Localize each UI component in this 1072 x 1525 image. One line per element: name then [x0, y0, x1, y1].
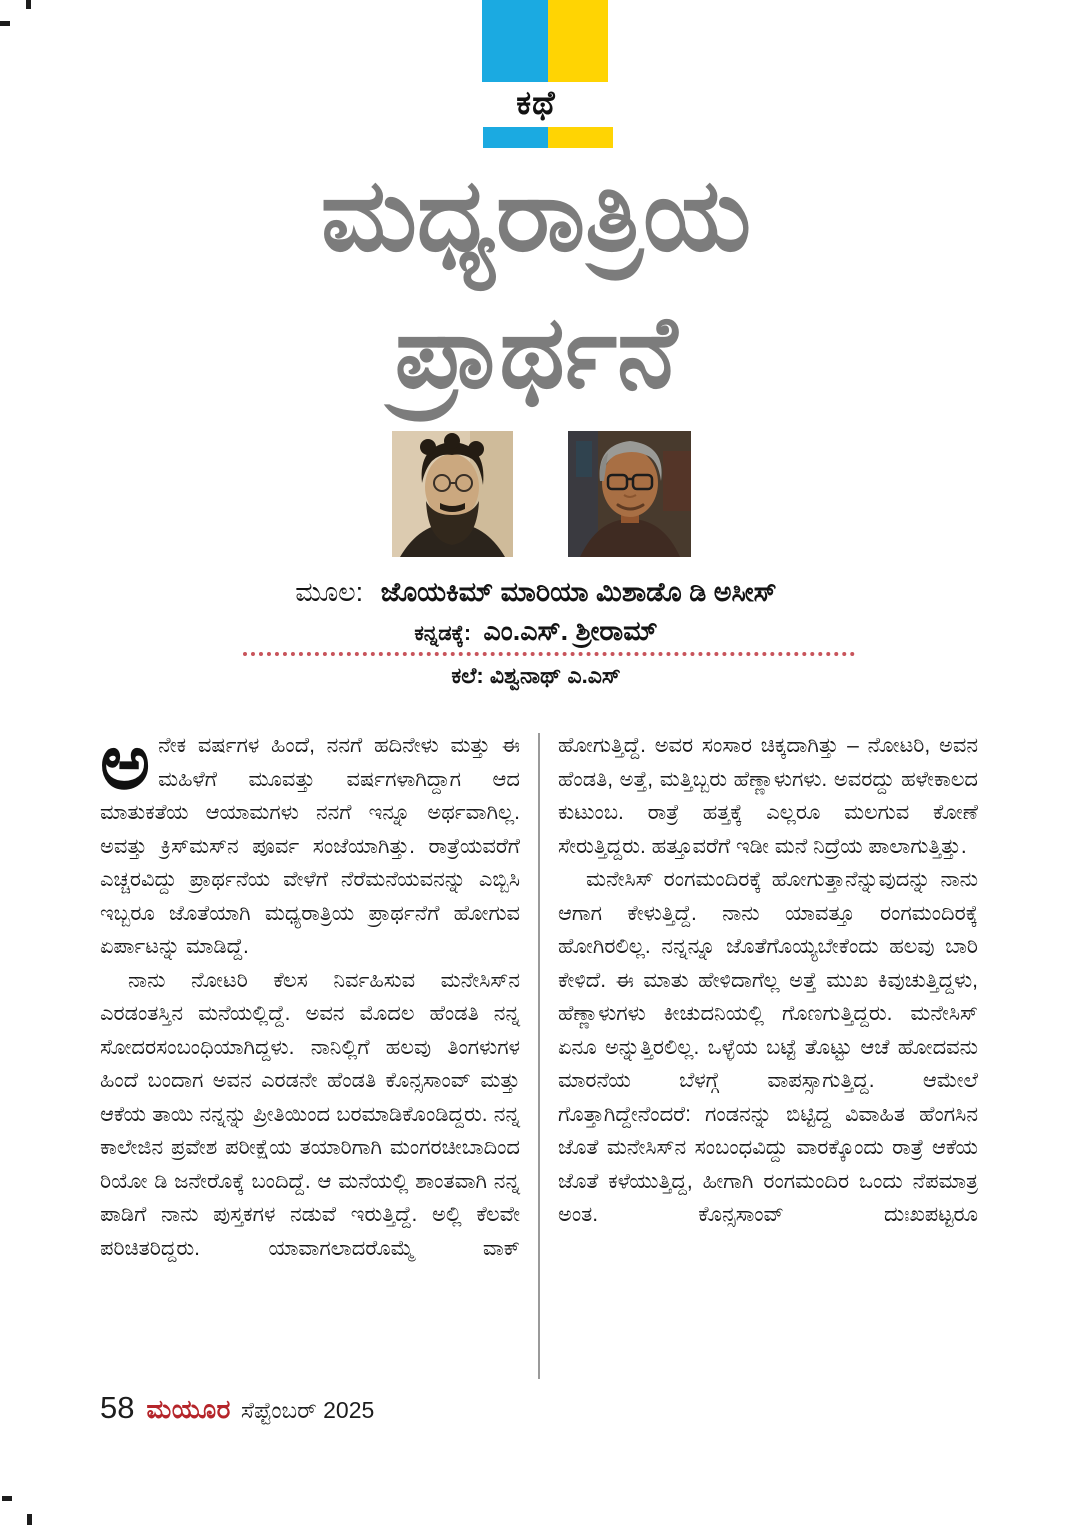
original-author-label: ಮೂಲ: — [295, 577, 364, 607]
author-portrait — [392, 431, 513, 557]
crop-mark-top — [26, 0, 31, 9]
column-divider-rule — [538, 733, 540, 1379]
translator-label: ಕನ್ನಡಕ್ಕೆ: — [414, 622, 471, 645]
page-footer — [100, 1390, 374, 1426]
section-color-bar — [483, 127, 613, 148]
story-body — [100, 720, 978, 1381]
translator-portrait — [568, 431, 691, 557]
section-kicker: ಕಥೆ — [516, 84, 556, 121]
paragraph-4: ಮನೇಸಿಸ್ ರಂಗಮಂದಿರಕ್ಕೆ ಹೋಗುತ್ತಾನೆನ್ನುವುದನ್ನು ನಾನು ಆಗಾಗ ಕೇಳುತ್ತಿದ್ದೆ. ನಾನು ಯಾವತ್ತೂ ರಂಗಮಂದಿರಕ್ಕೆ ಹೋಗಿರಲಿಲ್ಲ. ನನ್ನನ್ನೂ ಜೊತೆಗೊಯ್ಯಬೇಕೆಂದು ಹಲವು ಬಾರಿ ಕೇಳಿದೆ. ಈ ಮಾತು ಹೇಳಿದಾಗೆಲ್ಲ ಅತ್ತೆ ಮುಖ ಕಿವುಚುತ್ತಿದ್ದಳು, ಹೆಣ್ಣಾಳುಗಳು ಕೀಚುದನಿಯಲ್ಲಿ ಗೊಣಗುತ್ತಿದ್ದರು. ಮನೇಸಿಸ್ ಏನೂ ಅನ್ನುತ್ತಿರಲಿಲ್ಲ. ಒಳ್ಳೆಯ ಬಟ್ಟೆ ತೊಟ್ಟು ಆಚೆ ಹೋದವನು ಮಾರನೆಯ ಬೆಳಗ್ಗೆ ವಾಪಸ್ಸಾಗುತ್ತಿದ್ದ. ಆಮೇಲೆ ಗೊತ್ತಾಗಿದ್ದೇನೆಂದರೆ: ಗಂಡನನ್ನು ಬಿಟ್ಟಿದ್ದ ವಿವಾಹಿತ ಹೆಂಗಸಿನ ಜೊತೆ ಮನೇಸಿಸ್‌ನ ಸಂಬಂಧವಿದ್ದು ವಾರಕ್ಕೊಂದು ರಾತ್ರೆ ಆಕೆಯ ಜೊತೆ ಕಳೆಯುತ್ತಿದ್ದ, ಹೀಗಾಗಿ ರಂಗಮಂದಿರ ಒಂದು ನೆಪಮಾತ್ರ ಅಂತ. ಕೊನ್ಸಸಾಂವ್ ದುಃಖಪಟ್ಟರೂ — [558, 868, 978, 1226]
story-title — [0, 148, 1072, 422]
original-author-name: ಜೊಯಕಿಮ್ ಮಾರಿಯಾ ಮಿಶಾಡೊ ಡಿ ಅಸೀಸ್ — [380, 577, 777, 607]
paragraph-1 — [100, 720, 520, 964]
issue-date: ಸೆಪ್ಟೆಂಬರ್ 2025 — [240, 1397, 375, 1423]
art-credit: ಕಲೆ: ವಿಶ್ವನಾಥ್ ಎ.ಎಸ್ — [451, 663, 621, 688]
red-dotted-divider — [243, 652, 855, 656]
color-bar-blue — [483, 127, 548, 148]
page-number: 58 — [100, 1390, 135, 1425]
paragraph-1-text: ನೇಕ ವರ್ಷಗಳ ಹಿಂದೆ, ನನಗೆ ಹದಿನೇಳು ಮತ್ತು ಈ ಮಹಿಳೆಗೆ ಮೂವತ್ತು ವರ್ಷಗಳಾಗಿದ್ದಾಗ ಆದ ಮಾತುಕತೆಯ ಆಯಾಮಗಳು ನನಗೆ ಇನ್ನೂ ಅರ್ಥವಾಗಿಲ್ಲ. ಅವತ್ತು ಕ್ರಿಸ್‌ಮಸ್‌ನ ಪೂರ್ವ ಸಂಜೆಯಾಗಿತ್ತು. ರಾತ್ರೆಯವರೆಗೆ ಎಚ್ಚರವಿದ್ದು ಪ್ರಾರ್ಥನೆಯ ವೇಳೆಗೆ ನೆರೆಮನೆಯವನನ್ನು ಎಬ್ಬಿಸಿ ಇಬ್ಬರೂ ಜೊತೆಯಾಗಿ ಮಧ್ಯರಾತ್ರಿಯ ಪ್ರಾರ್ಥನೆಗೆ ಹೋಗುವ ಏರ್ಪಾಟನ್ನು ಮಾಡಿದ್ದೆ. — [100, 734, 520, 958]
paragraph-3: ಹೋಗುತ್ತಿದ್ದೆ. ಅವರ ಸಂಸಾರ ಚಿಕ್ಕದಾಗಿತ್ತು – ನೋಟರಿ, ಅವನ ಹೆಂಡತಿ, ಅತ್ತೆ, ಮತ್ತಿಬ್ಬರು ಹೆಣ್ಣಾಳುಗಳು. ಅವರದ್ದು ಹಳೇಕಾಲದ ಕುಟುಂಬ. ರಾತ್ರೆ ಹತ್ತಕ್ಕೆ ಎಲ್ಲರೂ ಮಲಗುವ ಕೋಣೆ ಸೇರುತ್ತಿದ್ದರು. ಹತ್ತೂವರೆಗೆ ಇಡೀ ಮನೆ ನಿದ್ರೆಯ ಪಾಲಾಗುತ್ತಿತ್ತು. — [558, 734, 978, 858]
text-column-2 — [558, 729, 978, 1381]
crop-mark-bottom — [27, 1514, 32, 1525]
story-title-line2: ಪ್ರಾರ್ಥನೆ — [394, 297, 678, 409]
crop-mark-left-top — [0, 21, 10, 26]
color-block-blue — [482, 0, 548, 82]
section-color-block — [482, 0, 608, 82]
translator-credit — [0, 616, 1072, 648]
color-bar-yellow — [548, 127, 613, 148]
drop-cap: ಅ — [100, 720, 151, 805]
original-author-credit — [0, 577, 1072, 609]
paragraph-2: ನಾನು ನೋಟರಿ ಕೆಲಸ ನಿರ್ವಹಿಸುವ ಮನೇಸಿಸ್‌ನ ಎರಡಂತಸ್ತಿನ ಮನೆಯಲ್ಲಿದ್ದೆ. ಅವನ ಮೊದಲ ಹೆಂಡತಿ ನನ್ನ ಸೋದರಸಂಬಂಧಿಯಾಗಿದ್ದಳು. ನಾನಿಲ್ಲಿಗೆ ಹಲವು ತಿಂಗಳುಗಳ ಹಿಂದೆ ಬಂದಾಗ ಅವನ ಎರಡನೇ ಹೆಂಡತಿ ಕೊನ್ಸಸಾಂವ್ ಮತ್ತು ಆಕೆಯ ತಾಯಿ ನನ್ನನ್ನು ಪ್ರೀತಿಯಿಂದ ಬರಮಾಡಿಕೊಂಡಿದ್ದರು. ನನ್ನ ಕಾಲೇಜಿನ ಪ್ರವೇಶ ಪರೀಕ್ಷೆಯ ತಯಾರಿಗಾಗಿ ಮಂಗರಚೀಬಾದಿಂದ ರಿಯೋ ಡಿ ಜನೇರೊಕ್ಕೆ ಬಂದಿದ್ದೆ. ಆ ಮನೆಯಲ್ಲಿ ಶಾಂತವಾಗಿ ನನ್ನ ಪಾಡಿಗೆ ನಾನು ಪುಸ್ತಕಗಳ ನಡುವೆ ಇರುತ್ತಿದ್ದೆ. ಅಲ್ಲಿ ಕೆಲವೇ ಪರಿಚಿತರಿದ್ದರು. ಯಾವಾಗಲಾದರೊಮ್ಮೆ ವಾಕ್ — [100, 968, 520, 1260]
text-column-1 — [100, 720, 520, 1381]
crop-mark-left-bottom — [2, 1496, 12, 1501]
color-block-yellow — [548, 0, 608, 82]
translator-name: ಎಂ.ಎಸ್. ಶ್ರೀರಾಮ್ — [483, 616, 658, 646]
magazine-logo: ಮಯೂರ — [146, 1394, 231, 1424]
story-title-line1: ಮಧ್ಯರಾತ್ರಿಯ — [320, 160, 752, 272]
